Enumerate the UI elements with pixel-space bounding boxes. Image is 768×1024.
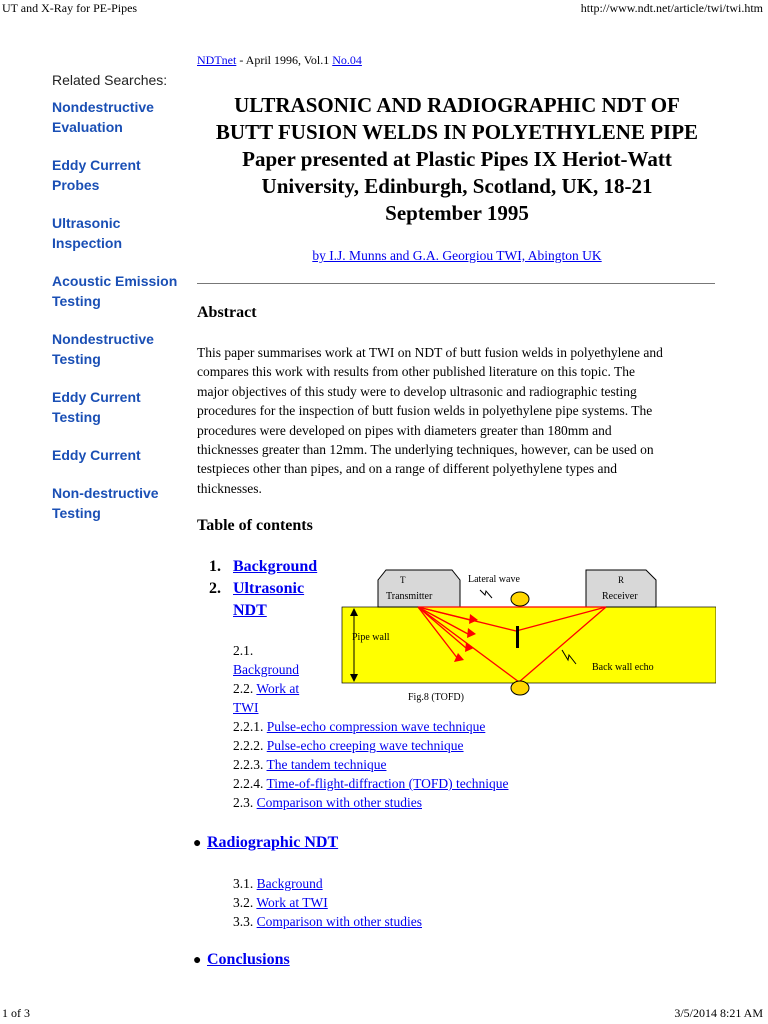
toc-link[interactable]: Pulse-echo compression wave technique [266, 719, 486, 734]
toc-link[interactable]: Comparison with other studies [256, 914, 422, 929]
toc-subitem: 2.3. Comparison with other studies [233, 795, 422, 810]
toc-item: 1. Background [209, 556, 317, 578]
receiver-label: Receiver [602, 591, 638, 602]
toc-link[interactable]: The tandem technique [266, 757, 387, 772]
print-footer-page: 1 of 3 [2, 1006, 30, 1020]
toc-link-radiographic-ndt[interactable]: Radiographic NDT [207, 834, 339, 851]
related-search-link[interactable]: Acoustic Emission Testing [52, 273, 178, 309]
toc-link-conclusions[interactable]: Conclusions [207, 951, 290, 968]
print-header-url: http://www.ndt.net/article/twi/twi.htm [580, 1, 763, 15]
toc-link[interactable]: Work at [256, 681, 300, 696]
publication-meta [197, 53, 362, 68]
authors [197, 248, 717, 264]
toc-link[interactable]: Time-of-flight-diffraction (TOFD) technique [266, 776, 509, 791]
related-searches [52, 72, 187, 541]
toc-subitem: 2.2.2. Pulse-echo creeping wave technique [233, 738, 464, 753]
transmitter-letter: T [400, 575, 406, 585]
divider [197, 283, 715, 284]
lateral-wave-label: Lateral wave [468, 574, 520, 585]
weld-defect [516, 626, 519, 648]
tofd-figure [340, 568, 716, 703]
toc-subitem: 2.2. Work at [233, 681, 300, 696]
receiver-letter: R [618, 575, 625, 585]
bullet-dot: ● [193, 836, 202, 851]
toc-subitem: 3.1. Background [233, 876, 323, 891]
pipe-wall-label: Pipe wall [352, 632, 390, 643]
toc-link[interactable]: Comparison with other studies [256, 795, 422, 810]
publication-date: - April 1996, Vol.1 [236, 53, 333, 67]
related-search-link[interactable]: Nondestructive Testing [52, 331, 154, 367]
toc-link[interactable]: Background [233, 662, 299, 677]
toc-sublist-radiographic [233, 874, 422, 931]
bullet-dot: ● [193, 953, 202, 968]
related-searches-title: Related Searches: [52, 72, 168, 88]
toc-bullet-item [193, 951, 290, 969]
toc-subitem: 3.3. Comparison with other studies [233, 914, 422, 929]
toc-link[interactable]: Work at TWI [256, 895, 328, 910]
related-search-link[interactable]: Eddy Current Probes [52, 157, 141, 193]
transmitter-label: Transmitter [386, 591, 433, 602]
abstract-text: This paper summarises work at TWI on NDT of butt fusion welds in polyethylene and compares this work with results from other published literature on this topic. The major objectives of this study were to develop ultrasonic and radiographic testing procedures for the inspection of butt fusion welds in polyethylene pipe systems. The procedures were developed on pipes with diameters greater than 180mm and thicknesses greater than 12mm. The underlying techniques, however, can be used on testpieces other than pipes, and on a range of different polyethylene types and thicknesses. [197, 345, 663, 496]
authors-link[interactable]: by I.J. Munns and G.A. Georgiou TWI, Abington UK [312, 248, 602, 263]
toc-link-background[interactable]: Background [233, 558, 318, 575]
pipe-wall-band [342, 607, 716, 683]
toc-list [209, 556, 317, 622]
toc-link[interactable]: Background [256, 876, 323, 891]
toc-bullet-item [193, 834, 338, 852]
lateral-wave-dot [511, 592, 529, 606]
toc-link[interactable]: TWI [233, 700, 259, 715]
back-wall-dot [511, 681, 529, 695]
print-footer-date: 3/5/2014 8:21 AM [674, 1006, 763, 1020]
toc-subitem: 2.2.3. The tandem technique [233, 757, 387, 772]
lateral-wave-arrow [480, 590, 492, 598]
related-search-link[interactable]: Ultrasonic Inspection [52, 215, 123, 251]
related-search-link[interactable]: Eddy Current Testing [52, 389, 141, 425]
article-title: ULTRASONIC AND RADIOGRAPHIC NDT OF BUTT FUSION WELDS IN POLYETHYLENE PIPE Paper presented at Plastic Pipes IX Heriot-Watt University, Edinburgh, Scotland, UK, 18-21 September 1995 [215, 93, 699, 225]
toc-subitem: 2.1. [233, 643, 254, 658]
related-search-link[interactable]: Nondestructive Evaluation [52, 99, 154, 135]
toc-item: 2. Ultrasonic NDT [209, 578, 317, 622]
print-header-title: UT and X-Ray for PE-Pipes [2, 1, 138, 15]
back-wall-echo-label: Back wall echo [592, 662, 654, 673]
toc-heading: Table of contents [197, 517, 313, 534]
toc-subitem: 3.2. Work at TWI [233, 895, 328, 910]
related-search-link[interactable]: Eddy Current [52, 447, 141, 463]
issue-link[interactable]: No.04 [332, 53, 362, 67]
toc-link-ultrasonic-ndt[interactable]: Ultrasonic NDT [233, 580, 305, 619]
abstract-heading: Abstract [197, 304, 257, 321]
related-search-link[interactable]: Non-destructive Testing [52, 485, 159, 521]
ndtnet-link[interactable]: NDTnet [197, 53, 237, 67]
toc-subitem: 2.2.1. Pulse-echo compression wave technique [233, 719, 486, 734]
toc-subitem: 2.2.4. Time-of-flight-diffraction (TOFD) technique [233, 776, 509, 791]
figure-caption: Fig.8 (TOFD) [408, 692, 464, 703]
toc-link[interactable]: Pulse-echo creeping wave technique [266, 738, 464, 753]
